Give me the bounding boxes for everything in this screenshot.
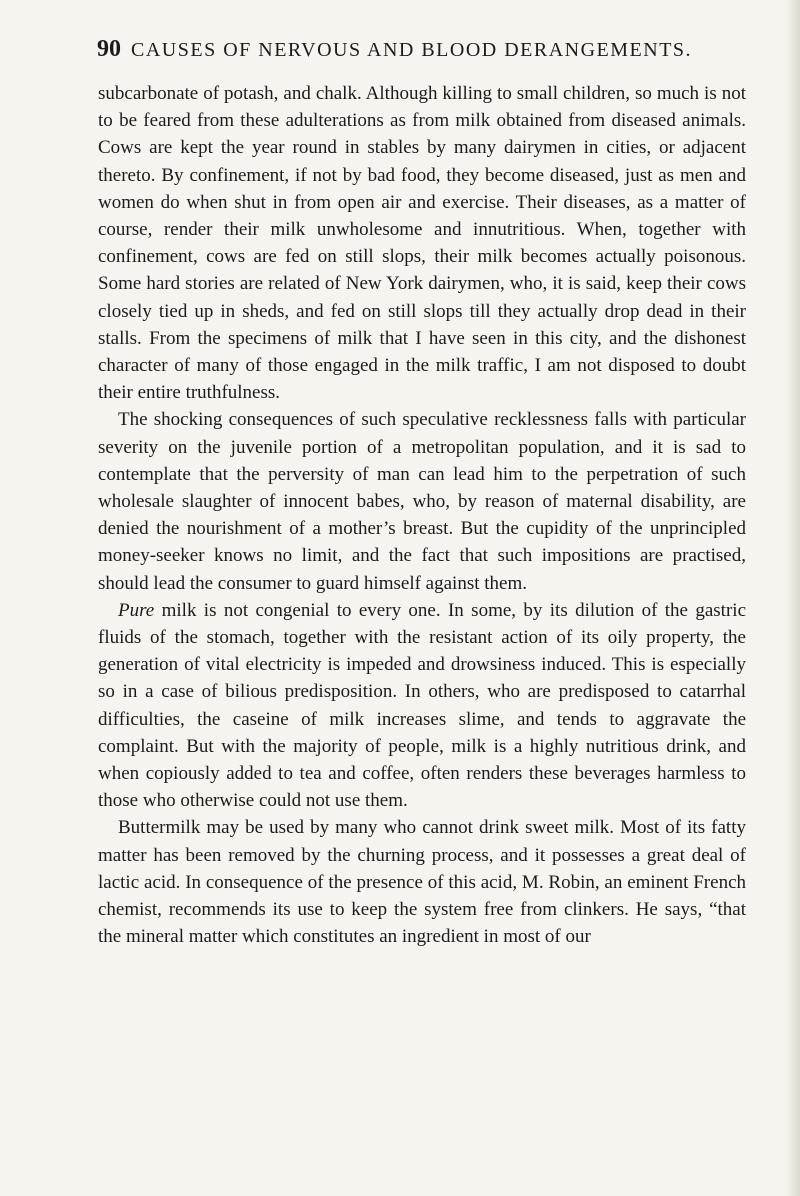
paragraph-shocking-consequences bbox=[98, 406, 746, 596]
page-header bbox=[97, 36, 747, 68]
running-title: CAUSES OF NERVOUS AND BLOOD DERANGEMENTS. bbox=[131, 39, 693, 61]
paragraph-text: subcarbonate of potash, and chalk. Although killing to small children, so much is not to be feared from these adulterations as from milk obtained from diseased animals. Cows are kept the year round in stables by many dairymen in cities, or adjacent thereto. By confinement, if not by bad food, they become diseased, just as men and women do when shut in from open air and exercise. Their diseases, as a matter of course, render their milk unwholesome and innutritious. When, together with confinement, cows are fed on still slops, their milk becomes actually poisonous. Some hard stories are related of New York dairymen, who, it is said, keep their cows closely tied up in sheds, and fed on still slops till they actually drop dead in their stalls. From the specimens of milk that I have seen in this city, and the dishonest character of many of those engaged in the milk traffic, I am not disposed to doubt their entire truthfulness. bbox=[98, 83, 746, 404]
body-text bbox=[98, 80, 746, 951]
page-number: 90 bbox=[97, 36, 121, 62]
italic-lead-word: Pure bbox=[118, 599, 155, 621]
page-edge-shadow bbox=[786, 0, 800, 1196]
paragraph-continuation bbox=[98, 80, 746, 406]
paragraph-text: Buttermilk may be used by many who cannot drink sweet milk. Most of its fatty matter has been removed by the churning process, and it possesses a great deal of lactic acid. In consequence of the presence of this acid, M. Robin, an eminent French chemist, recommends its use to keep the system free from clinkers. He says, “that the mineral matter which constitutes an ingredient in most of our bbox=[98, 817, 746, 948]
paragraph-pure-milk bbox=[98, 597, 746, 815]
paragraph-text: milk is not congenial to every one. In some, by its dilution of the gastric fluids of the stomach, together with the resistant action of its oily property, the generation of vital electricity is impeded and drowsiness induced. This is especially so in a case of bilious predisposition. In others, who are predisposed to catarrhal difficulties, the caseine of milk increases slime, and tends to aggravate the complaint. But with the majority of people, milk is a highly nutritious drink, and when copiously added to tea and coffee, often renders these beverages harmless to those who otherwise could not use them. bbox=[98, 599, 746, 812]
paragraph-text: The shocking consequences of such speculative recklessness falls with particular severity on the juvenile portion of a metropolitan population, and it is sad to contemplate that the perversity of man can lead him to the perpetration of such wholesale slaughter of innocent babes, who, by reason of maternal disability, are denied the nourishment of a mother’s breast. But the cupidity of the unprincipled money-seeker knows no limit, and the fact that such impositions are practised, should lead the consumer to guard himself against them. bbox=[98, 409, 746, 594]
paragraph-buttermilk bbox=[98, 814, 746, 950]
